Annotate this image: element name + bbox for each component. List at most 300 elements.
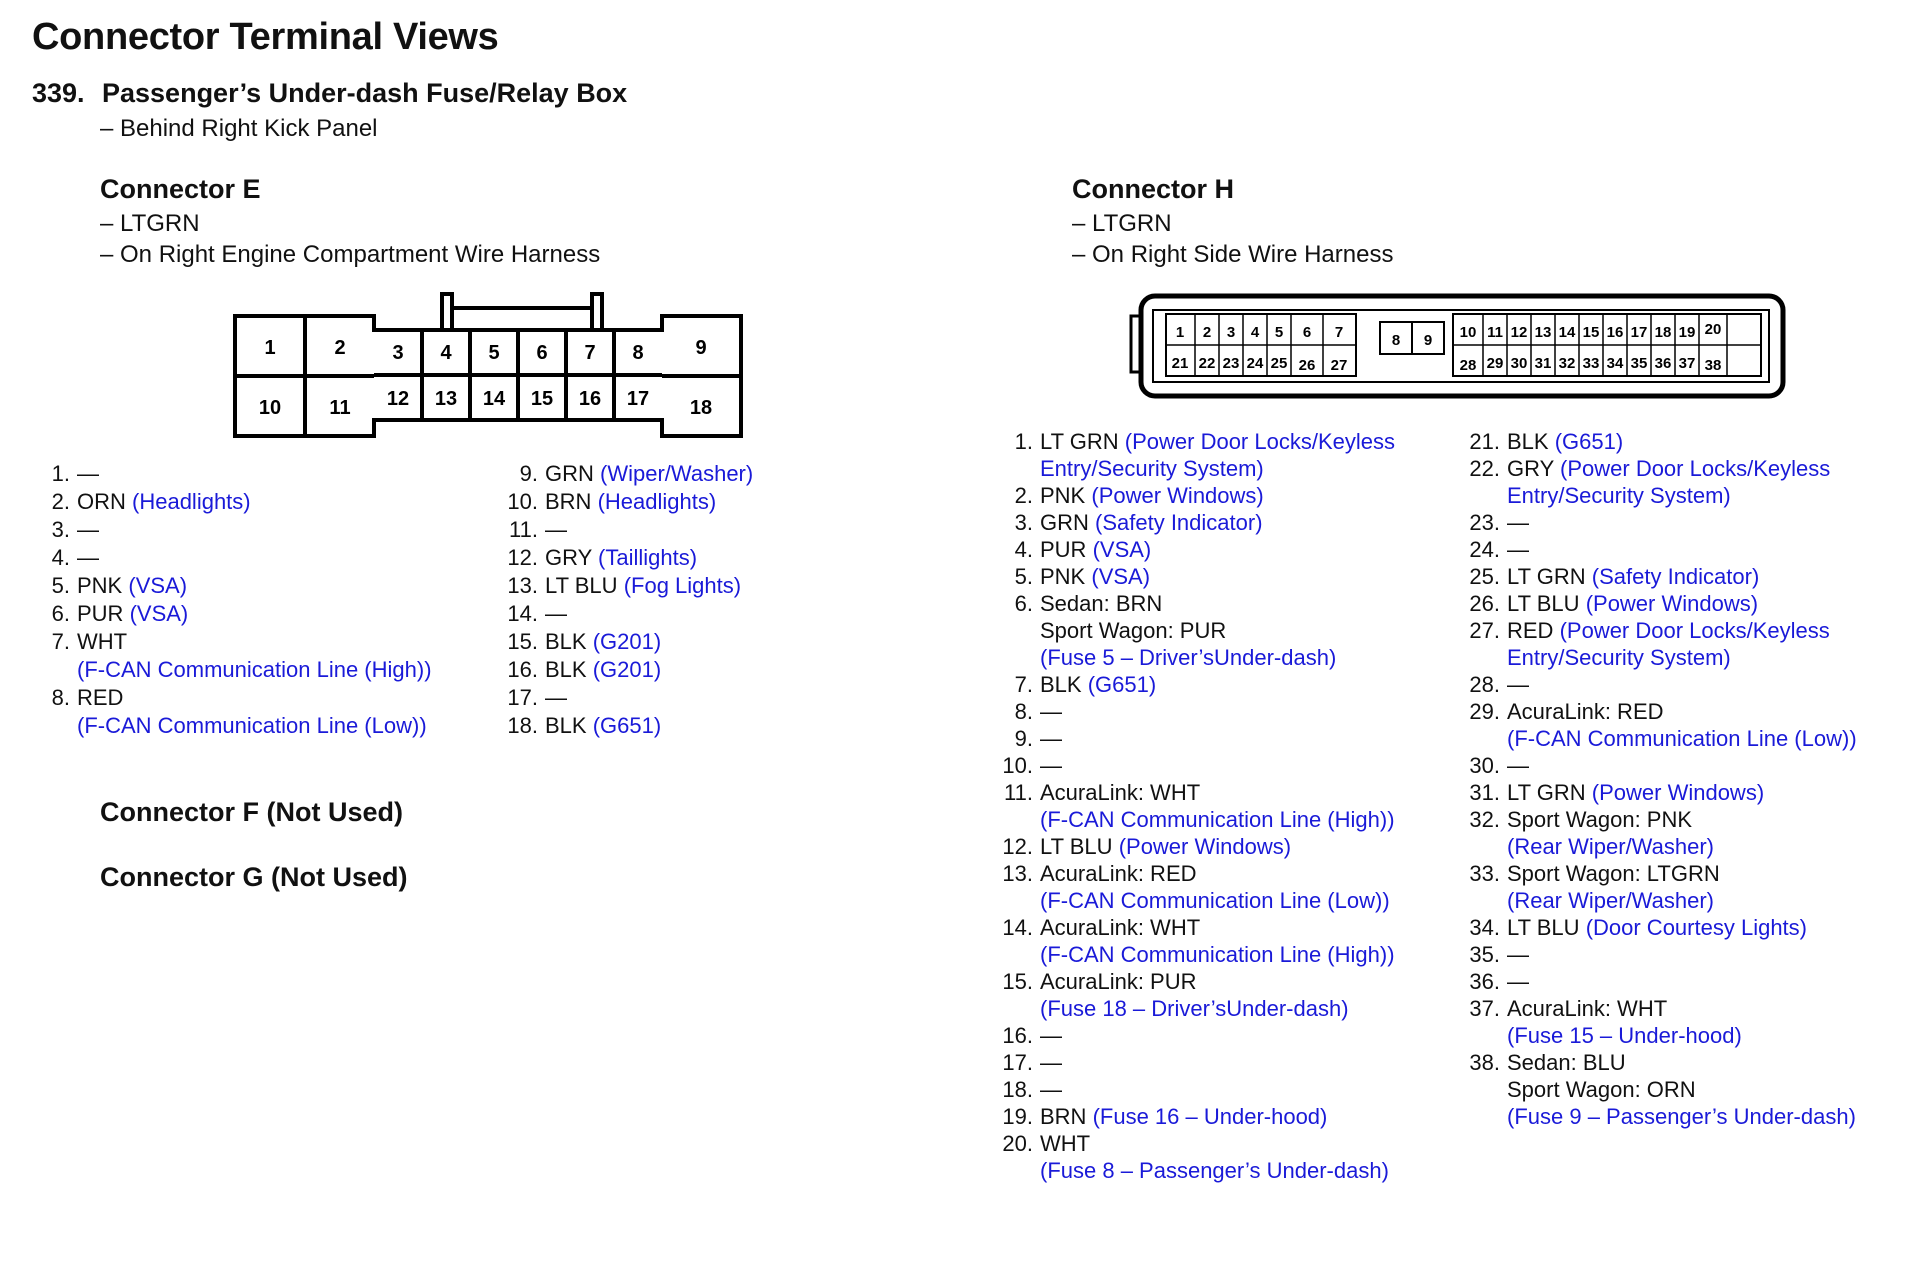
connector-e-latch-right	[592, 294, 602, 330]
pin-number: 15.	[1002, 969, 1033, 994]
pin-line	[1507, 860, 1902, 887]
connector-e-pin-entry	[500, 684, 860, 712]
pin-wire-color: —	[1507, 537, 1529, 562]
pin-wire-color: PNK	[77, 573, 123, 598]
pin-line	[1040, 509, 1445, 536]
connector-h-pin-label: 9	[1423, 332, 1433, 349]
pin-number: 1.	[51, 461, 70, 486]
pin-number: 11.	[509, 517, 538, 542]
pin-circuit: (G651)	[1087, 672, 1157, 697]
pin-wire-color: BLK	[545, 657, 587, 682]
connector-e-pin-label: 4	[440, 342, 452, 364]
pin-line	[1040, 617, 1445, 644]
connector-h-pin-label: 26	[1298, 357, 1316, 374]
pin-line	[1507, 698, 1902, 725]
connector-h-pin-label: 37	[1678, 355, 1696, 372]
pin-line	[77, 572, 452, 600]
pin-wire-color: LT BLU	[1507, 591, 1580, 616]
pin-line	[1507, 941, 1902, 968]
connector-h-pin-entry	[1462, 779, 1902, 806]
connector-h-pin-label: 18	[1654, 324, 1672, 341]
connector-e-pin-label: 1	[264, 337, 276, 359]
pin-wire-color: —	[1507, 942, 1529, 967]
pin-number: 5.	[1014, 564, 1033, 589]
connector-h-pin-label: 15	[1582, 324, 1600, 341]
pin-number: 24.	[1469, 537, 1500, 562]
pin-wire-color: BRN	[1040, 1104, 1087, 1129]
pin-wire-color: GRY	[545, 545, 592, 570]
connector-h-pin-label: 38	[1704, 357, 1722, 374]
connector-h-pin-label: 28	[1459, 357, 1477, 374]
connector-h-pin-entry	[1462, 995, 1902, 1049]
connector-h-pin-entry	[995, 1103, 1445, 1130]
pin-line	[1040, 644, 1445, 671]
connector-h-pin-entry	[995, 482, 1445, 509]
pin-number: 23.	[1469, 510, 1500, 535]
pin-wire-color: —	[1040, 1050, 1062, 1075]
pin-number: 27.	[1469, 618, 1500, 643]
connector-h-pin-entry	[1462, 671, 1902, 698]
pin-circuit: (Headlights)	[597, 489, 717, 514]
connector-h-pin-label: 4	[1250, 324, 1260, 341]
connector-e-pin-label: 3	[392, 342, 404, 364]
pin-line	[1040, 455, 1445, 482]
pin-circuit: (Fuse 16 – Under-hood)	[1092, 1104, 1328, 1129]
connector-e-pin-entry	[500, 544, 860, 572]
pin-wire-color: —	[1040, 753, 1062, 778]
pin-line	[77, 600, 452, 628]
pin-circuit: (Fuse 15 – Under-hood)	[1507, 1023, 1742, 1048]
connector-h-pin-entry	[1462, 968, 1902, 995]
pin-wire-color: —	[1507, 969, 1529, 994]
pin-circuit: (G201)	[592, 629, 662, 654]
pin-wire-color: PUR	[1040, 537, 1087, 562]
pin-wire-color: BLK	[1040, 672, 1082, 697]
pin-circuit: (Rear Wiper/Washer)	[1507, 834, 1714, 859]
connector-h-pin-label: 19	[1678, 324, 1696, 341]
pin-wire-color: PNK	[1040, 483, 1086, 508]
pin-line	[1507, 671, 1902, 698]
connector-h-pin-label: 11	[1487, 324, 1503, 341]
pin-circuit: (Power Door Locks/Keyless	[1559, 618, 1830, 643]
connector-h-pin-entry	[1462, 860, 1902, 914]
pin-circuit: (F-CAN Communication Line (Low))	[1507, 726, 1857, 751]
pin-line	[1040, 698, 1445, 725]
pin-line	[1507, 1022, 1902, 1049]
pin-line	[1507, 563, 1902, 590]
pin-line	[1040, 968, 1445, 995]
pin-line	[1507, 806, 1902, 833]
pin-number: 8.	[51, 685, 70, 710]
pin-number: 13.	[507, 573, 538, 598]
connector-h-subtitle	[1072, 208, 1393, 270]
connector-h-pin-entry	[1462, 914, 1902, 941]
pin-wire-color: LT BLU	[1507, 915, 1580, 940]
connector-h-pin-list-left	[995, 428, 1445, 1184]
connector-h-pin-entry	[995, 968, 1445, 1022]
pin-number: 35.	[1469, 942, 1500, 967]
pin-line	[545, 488, 860, 516]
pin-wire-color: BLK	[545, 629, 587, 654]
pin-number: 1.	[1014, 429, 1033, 454]
pin-circuit: (Door Courtesy Lights)	[1585, 915, 1807, 940]
connector-h-pin-entry	[1462, 1049, 1902, 1130]
pin-circuit: (Fuse 8 – Passenger’s Under-dash)	[1040, 1158, 1389, 1183]
connector-h-pin-label: 27	[1330, 357, 1348, 374]
pin-line	[77, 628, 452, 656]
pin-line	[1507, 914, 1902, 941]
pin-number: 26.	[1469, 591, 1500, 616]
connector-h-pin-label: 33	[1582, 355, 1600, 372]
pin-circuit: (Power Windows)	[1118, 834, 1292, 859]
pin-wire-color: RED	[77, 685, 124, 710]
pin-line	[1040, 806, 1445, 833]
pin-circuit: (F-CAN Communication Line (Low))	[77, 713, 427, 738]
pin-wire-color: GRY	[1507, 456, 1554, 481]
pin-line	[545, 684, 860, 712]
connector-h-pin-entry	[995, 779, 1445, 833]
pin-line	[1507, 455, 1902, 482]
connector-h-color: – LTGRN	[1072, 210, 1172, 237]
connector-h-pin-entry	[1462, 563, 1902, 590]
pin-circuit: (Fuse 18 – Driver’sUnder-dash)	[1040, 996, 1349, 1021]
connector-h-pin-label: 7	[1334, 324, 1344, 341]
pin-number: 28.	[1469, 672, 1500, 697]
pin-line	[1040, 779, 1445, 806]
pin-wire-color: PUR	[77, 601, 124, 626]
pin-line	[77, 516, 452, 544]
pin-wire-color: RED	[1507, 618, 1554, 643]
pin-line	[1507, 536, 1902, 563]
pin-number: 22.	[1469, 456, 1500, 481]
pin-line	[77, 488, 452, 516]
pin-circuit: (Power Windows)	[1591, 780, 1765, 805]
pin-line	[1507, 509, 1902, 536]
pin-wire-color: —	[1507, 753, 1529, 778]
pin-line	[545, 628, 860, 656]
pin-line	[1040, 725, 1445, 752]
pin-line	[1040, 941, 1445, 968]
pin-wire-color: GRN	[545, 461, 594, 486]
pin-line	[545, 712, 860, 740]
pin-number: 38.	[1469, 1050, 1500, 1075]
pin-circuit: (Power Door Locks/Keyless	[1560, 456, 1831, 481]
pin-circuit: Entry/Security System)	[1040, 456, 1264, 481]
pin-wire-color: GRN	[1040, 510, 1089, 535]
connector-h-diagram	[1128, 292, 1788, 404]
connector-e-pin-entry	[32, 628, 452, 684]
pin-number: 30.	[1469, 753, 1500, 778]
connector-h-pin-label: 36	[1654, 355, 1672, 372]
pin-wire-color: LT GRN	[1507, 564, 1586, 589]
pin-circuit: Entry/Security System)	[1507, 645, 1731, 670]
pin-line	[545, 656, 860, 684]
connector-e-pin-label: 8	[632, 342, 644, 364]
pin-line	[77, 460, 452, 488]
connector-e-pin-label: 16	[578, 388, 602, 410]
pin-circuit: (VSA)	[1091, 564, 1151, 589]
connector-h-pin-label: 6	[1302, 324, 1312, 341]
connector-e-pin-label: 14	[482, 388, 506, 410]
pin-line	[1507, 833, 1902, 860]
connector-e-pin-entry	[32, 516, 452, 544]
connector-e-pin-label: 17	[626, 388, 650, 410]
pin-line	[545, 516, 860, 544]
connector-g-title: Connector G (Not Used)	[100, 862, 408, 892]
connector-e-title: Connector E	[100, 174, 261, 204]
pin-number: 9.	[1014, 726, 1033, 751]
pin-number: 3.	[51, 517, 70, 542]
pin-line	[1507, 752, 1902, 779]
connector-h-pin-entry	[1462, 806, 1902, 860]
connector-e-pin-entry	[32, 572, 452, 600]
pin-line	[77, 656, 452, 684]
pin-number: 18.	[1002, 1077, 1033, 1102]
pin-number: 34.	[1469, 915, 1500, 940]
connector-e-pin-entry	[500, 712, 860, 740]
pin-circuit: (G651)	[1554, 429, 1624, 454]
connector-e-pin-label: 6	[536, 342, 548, 364]
connector-h-pin-entry	[995, 698, 1445, 725]
connector-h-pin-entry	[995, 1022, 1445, 1049]
pin-number: 2.	[1014, 483, 1033, 508]
pin-wire-color: —	[77, 545, 99, 570]
pin-number: 10.	[1002, 753, 1033, 778]
pin-number: 12.	[507, 545, 538, 570]
pin-number: 5.	[51, 573, 70, 598]
pin-line	[545, 600, 860, 628]
pin-number: 6.	[1014, 591, 1033, 616]
pin-line	[1040, 860, 1445, 887]
pin-number: 10.	[507, 489, 538, 514]
pin-line	[1507, 1103, 1902, 1130]
connector-h-pin-entry	[995, 1130, 1445, 1184]
pin-wire-color: LT BLU	[545, 573, 618, 598]
connector-e-pin-entry	[32, 544, 452, 572]
pin-wire-color: BLK	[545, 713, 587, 738]
pin-line	[545, 572, 860, 600]
pin-number: 6.	[51, 601, 70, 626]
connector-h-pin-label: 5	[1274, 324, 1284, 341]
pin-line	[1040, 671, 1445, 698]
pin-wire-color: Sport Wagon: PUR	[1040, 618, 1227, 643]
page-title: Connector Terminal Views	[32, 16, 499, 58]
pin-line	[1507, 590, 1902, 617]
connector-h-pin-label: 32	[1558, 355, 1576, 372]
connector-e-pin-label: 2	[334, 337, 346, 359]
connector-h-pin-label: 22	[1198, 355, 1216, 372]
pin-number: 11.	[1004, 780, 1033, 805]
pin-number: 16.	[1002, 1023, 1033, 1048]
connector-e-pin-label: 7	[584, 342, 596, 364]
pin-number: 19.	[1002, 1104, 1033, 1129]
pin-wire-color: —	[1040, 726, 1062, 751]
section-title-text: Passenger’s Under-dash Fuse/Relay Box	[102, 78, 628, 108]
connector-e-pin-entry	[500, 600, 860, 628]
pin-wire-color: AcuraLink: WHT	[1507, 996, 1668, 1021]
pin-line	[1040, 590, 1445, 617]
pin-circuit: (Fuse 5 – Driver’sUnder-dash)	[1040, 645, 1337, 670]
connector-h-pin-label: 24	[1246, 355, 1264, 372]
connector-h-pin-label: 34	[1606, 355, 1624, 372]
connector-h-pin-entry	[995, 914, 1445, 968]
pin-wire-color: —	[545, 601, 567, 626]
pin-line	[1040, 536, 1445, 563]
pin-number: 14.	[507, 601, 538, 626]
pin-number: 4.	[51, 545, 70, 570]
pin-circuit: (F-CAN Communication Line (High))	[1040, 807, 1395, 832]
connector-e-latch-left	[442, 294, 452, 330]
pin-wire-color: LT BLU	[1040, 834, 1113, 859]
pin-number: 17.	[507, 685, 538, 710]
pin-number: 21.	[1469, 429, 1500, 454]
connector-h-pin-entry	[995, 590, 1445, 671]
connector-e-pin-list-left	[32, 460, 452, 740]
pin-wire-color: Sport Wagon: PNK	[1507, 807, 1693, 832]
pin-wire-color: WHT	[77, 629, 128, 654]
pin-line	[1040, 428, 1445, 455]
connector-h-pin-entry	[1462, 698, 1902, 752]
pin-circuit: Entry/Security System)	[1507, 483, 1731, 508]
pin-wire-color: WHT	[1040, 1131, 1091, 1156]
connector-h-pin-label: 21	[1171, 355, 1189, 372]
pin-line	[1507, 887, 1902, 914]
pin-circuit: (Power Windows)	[1091, 483, 1264, 508]
pin-wire-color: Sedan: BRN	[1040, 591, 1163, 616]
pin-number: 3.	[1014, 510, 1033, 535]
connector-e-pin-label: 11	[329, 397, 351, 419]
connector-e-pin-list-right	[500, 460, 860, 740]
pin-number: 2.	[51, 489, 70, 514]
connector-h-pin-label: 29	[1486, 355, 1504, 372]
pin-number: 12.	[1002, 834, 1033, 859]
pin-circuit: (Taillights)	[598, 545, 698, 570]
connector-h-pin-entry	[1462, 455, 1902, 509]
connector-h-pin-label: 31	[1534, 355, 1552, 372]
pin-wire-color: Sedan: BLU	[1507, 1050, 1626, 1075]
pin-line	[1040, 482, 1445, 509]
pin-circuit: (Rear Wiper/Washer)	[1507, 888, 1714, 913]
connector-e-pin-label: 15	[530, 388, 554, 410]
pin-wire-color: —	[1040, 1023, 1062, 1048]
pin-wire-color: —	[1040, 699, 1062, 724]
connector-h-pin-entry	[995, 725, 1445, 752]
connector-h-pin-entry	[995, 860, 1445, 914]
connector-e-pin-label: 5	[488, 342, 500, 364]
connector-h-location: – On Right Side Wire Harness	[1072, 241, 1394, 268]
pin-circuit: (F-CAN Communication Line (High))	[77, 657, 432, 682]
pin-line	[1040, 1022, 1445, 1049]
pin-number: 7.	[1014, 672, 1033, 697]
pin-line	[1040, 1157, 1445, 1184]
pin-line	[1040, 833, 1445, 860]
connector-h-pin-entry	[995, 671, 1445, 698]
pin-wire-color: —	[1507, 672, 1529, 697]
pin-line	[1040, 1076, 1445, 1103]
connector-h-pin-label: 16	[1606, 324, 1624, 341]
pin-number: 13.	[1002, 861, 1033, 886]
pin-wire-color: —	[545, 517, 567, 542]
pin-line	[1507, 1076, 1902, 1103]
pin-number: 14.	[1002, 915, 1033, 940]
section-subtitle: – Behind Right Kick Panel	[100, 115, 378, 142]
pin-wire-color: AcuraLink: PUR	[1040, 969, 1197, 994]
pin-wire-color: —	[77, 517, 99, 542]
pin-circuit: (Power Door Locks/Keyless	[1124, 429, 1395, 454]
pin-circuit: (G201)	[592, 657, 662, 682]
pin-wire-color: ORN	[77, 489, 126, 514]
pin-line	[1040, 995, 1445, 1022]
pin-circuit: (Safety Indicator)	[1095, 510, 1263, 535]
pin-line	[77, 712, 452, 740]
pin-wire-color: —	[545, 685, 567, 710]
pin-number: 4.	[1014, 537, 1033, 562]
pin-line	[1040, 1130, 1445, 1157]
connector-h-pin-entry	[995, 428, 1445, 482]
pin-circuit: (Wiper/Washer)	[600, 461, 754, 486]
pin-circuit: (Fog Lights)	[623, 573, 742, 598]
pin-number: 33.	[1469, 861, 1500, 886]
pin-number: 8.	[1014, 699, 1033, 724]
pin-line	[1040, 1049, 1445, 1076]
connector-h-pin-entry	[1462, 941, 1902, 968]
pin-number: 29.	[1469, 699, 1500, 724]
connector-e-pin-entry	[500, 572, 860, 600]
connector-h-pin-label: 2	[1202, 324, 1212, 341]
connector-h-pin-entry	[1462, 617, 1902, 671]
pin-wire-color: LT GRN	[1507, 780, 1586, 805]
pin-wire-color: Sport Wagon: LTGRN	[1507, 861, 1720, 886]
pin-circuit: (F-CAN Communication Line (Low))	[1040, 888, 1390, 913]
pin-wire-color: —	[1507, 510, 1529, 535]
pin-number: 9.	[519, 461, 538, 486]
pin-wire-color: BRN	[545, 489, 592, 514]
connector-e-pin-entry	[500, 488, 860, 516]
connector-e-diagram	[230, 290, 750, 440]
connector-h-title: Connector H	[1072, 174, 1234, 204]
pin-line	[1040, 887, 1445, 914]
connector-h-pin-entry	[995, 1076, 1445, 1103]
pin-line	[1040, 563, 1445, 590]
connector-h-pin-label: 35	[1630, 355, 1648, 372]
pin-line	[1040, 914, 1445, 941]
section-number: 339.	[32, 78, 85, 108]
pin-line	[77, 684, 452, 712]
connector-h-pin-label: 13	[1534, 324, 1552, 341]
connector-h-pin-label: 17	[1630, 324, 1648, 341]
connector-h-pin-entry	[1462, 536, 1902, 563]
connector-h-pin-entry	[995, 752, 1445, 779]
pin-number: 16.	[507, 657, 538, 682]
connector-h-pin-label: 30	[1510, 355, 1528, 372]
pin-wire-color: PNK	[1040, 564, 1086, 589]
pin-circuit: (VSA)	[129, 601, 189, 626]
pin-circuit: (Safety Indicator)	[1591, 564, 1760, 589]
pin-number: 25.	[1469, 564, 1500, 589]
connector-h-pin-label: 14	[1558, 324, 1576, 341]
connector-e-pin-entry	[500, 460, 860, 488]
connector-h-pin-list-right	[1462, 428, 1902, 1130]
pin-line	[1507, 617, 1902, 644]
pin-line	[1507, 644, 1902, 671]
section-title	[32, 78, 627, 109]
connector-e-pin-entry	[500, 656, 860, 684]
connector-e-pin-entry	[32, 684, 452, 740]
pin-circuit: (Headlights)	[132, 489, 251, 514]
pin-wire-color: LT GRN	[1040, 429, 1119, 454]
connector-h-pin-entry	[995, 1049, 1445, 1076]
pin-circuit: (F-CAN Communication Line (High))	[1040, 942, 1395, 967]
